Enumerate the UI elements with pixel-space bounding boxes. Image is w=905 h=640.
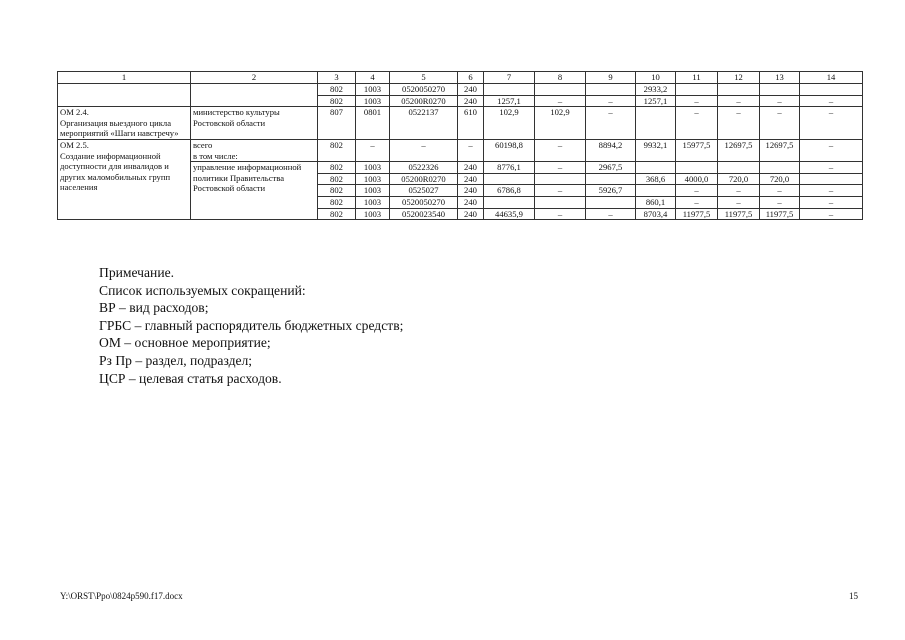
table-cell: 05200R0270 <box>390 95 458 107</box>
table-cell: 0520050270 <box>390 196 458 208</box>
table-row <box>58 107 863 140</box>
table-cell <box>586 196 636 208</box>
table-cell: – <box>718 107 760 140</box>
table-cell: 6786,8 <box>484 185 535 197</box>
table-cell: 11977,5 <box>760 208 800 220</box>
table-cell: – <box>800 95 863 107</box>
abbreviations-note <box>99 264 403 387</box>
table-cell <box>484 173 535 185</box>
table-cell: 0522326 <box>390 162 458 174</box>
table-cell: 1257,1 <box>636 95 676 107</box>
table-cell: 802 <box>318 162 356 174</box>
column-header: 1 <box>58 72 191 84</box>
table-cell: 11977,5 <box>676 208 718 220</box>
table-cell: – <box>676 107 718 140</box>
table-cell: 1003 <box>356 95 390 107</box>
om-2-5-grbs-sub: управление информационной политики Правительства Ростовской области <box>191 162 318 220</box>
table-cell: 9932,1 <box>636 139 676 161</box>
om-2-4-name: ОМ 2.4. Организация выездного цикла мероприятий «Шаги навстречу» <box>58 107 191 140</box>
table-cell: – <box>800 162 863 174</box>
table-cell <box>718 84 760 96</box>
column-header: 5 <box>390 72 458 84</box>
table-cell: 802 <box>318 173 356 185</box>
table-cell: – <box>586 208 636 220</box>
table-cell <box>58 84 191 107</box>
table-cell: – <box>458 139 484 161</box>
note-list-heading: Список используемых сокращений: <box>99 282 306 298</box>
note-grbs: ГРБС – главный распорядитель бюджетных средств; <box>99 317 404 333</box>
table-cell <box>718 162 760 174</box>
om-2-4-grbs: министерство культуры Ростовской области <box>191 107 318 140</box>
table-cell: 0520023540 <box>390 208 458 220</box>
table-cell: 0522137 <box>390 107 458 140</box>
column-header: 12 <box>718 72 760 84</box>
table-cell: 2967,5 <box>586 162 636 174</box>
table-cell: 1003 <box>356 208 390 220</box>
table-cell <box>760 162 800 174</box>
table-cell: 1003 <box>356 196 390 208</box>
table-cell: 8776,1 <box>484 162 535 174</box>
table-cell: – <box>800 139 863 161</box>
table-cell: – <box>760 95 800 107</box>
table-cell <box>760 84 800 96</box>
column-header: 9 <box>586 72 636 84</box>
column-header: 4 <box>356 72 390 84</box>
table-cell: – <box>718 95 760 107</box>
table-cell: 1003 <box>356 162 390 174</box>
table-cell: 2933,2 <box>636 84 676 96</box>
table-cell: 0801 <box>356 107 390 140</box>
table-cell <box>484 84 535 96</box>
table-row <box>58 139 863 161</box>
table-cell: – <box>676 196 718 208</box>
table-cell: 720,0 <box>718 173 760 185</box>
table-cell: – <box>535 208 586 220</box>
column-header: 7 <box>484 72 535 84</box>
table-cell <box>484 196 535 208</box>
table-cell: – <box>760 107 800 140</box>
column-header: 8 <box>535 72 586 84</box>
table-cell <box>676 84 718 96</box>
table-cell: 44635,9 <box>484 208 535 220</box>
table-cell: – <box>586 95 636 107</box>
table-cell: – <box>535 139 586 161</box>
table-cell: 4000,0 <box>676 173 718 185</box>
table-cell: 102,9 <box>484 107 535 140</box>
table-cell: 240 <box>458 95 484 107</box>
table-cell: 0520050270 <box>390 84 458 96</box>
table-cell <box>535 84 586 96</box>
footer-file-path: Y:\ORST\Ppo\0824p590.f17.docx <box>60 591 183 601</box>
table-cell: 1003 <box>356 185 390 197</box>
budget-table <box>57 71 863 220</box>
note-csr: ЦСР – целевая статья расходов. <box>99 370 282 386</box>
table-cell: 860,1 <box>636 196 676 208</box>
table-cell: – <box>390 139 458 161</box>
table-cell: 0525027 <box>390 185 458 197</box>
table-cell: 1003 <box>356 173 390 185</box>
table-cell: – <box>800 196 863 208</box>
table-cell: – <box>718 185 760 197</box>
table-cell: 11977,5 <box>718 208 760 220</box>
table-cell: 102,9 <box>535 107 586 140</box>
header-row <box>58 72 863 84</box>
table-cell: – <box>676 95 718 107</box>
footer-page-number: 15 <box>849 591 858 601</box>
table-cell: – <box>800 208 863 220</box>
column-header: 3 <box>318 72 356 84</box>
note-rzpr: Рз Пр – раздел, подраздел; <box>99 352 253 368</box>
note-vr: ВР – вид расходов; <box>99 300 209 316</box>
column-header: 2 <box>191 72 318 84</box>
table-cell: 05200R0270 <box>390 173 458 185</box>
table-cell: – <box>718 196 760 208</box>
table-cell: – <box>800 185 863 197</box>
table-cell: 368,6 <box>636 173 676 185</box>
table-cell: 5926,7 <box>586 185 636 197</box>
table-cell <box>636 185 676 197</box>
table-cell: 720,0 <box>760 173 800 185</box>
table-cell: 240 <box>458 162 484 174</box>
table-cell <box>586 173 636 185</box>
table-cell: 12697,5 <box>718 139 760 161</box>
column-header: 6 <box>458 72 484 84</box>
om-2-5-name: ОМ 2.5. Создание информационной доступности для инвалидов и других маломобильных групп населения <box>58 139 191 219</box>
note-om: ОМ – основное мероприятие; <box>99 335 271 351</box>
table-cell: 8894,2 <box>586 139 636 161</box>
table-cell: 240 <box>458 196 484 208</box>
column-header: 13 <box>760 72 800 84</box>
note-title: Примечание. <box>99 265 175 280</box>
table-cell: 610 <box>458 107 484 140</box>
table-cell <box>800 84 863 96</box>
table-cell: – <box>535 162 586 174</box>
table-cell <box>636 107 676 140</box>
table-cell: – <box>760 185 800 197</box>
table-cell: – <box>356 139 390 161</box>
table-cell: – <box>800 107 863 140</box>
table-cell <box>586 84 636 96</box>
table-cell: 1257,1 <box>484 95 535 107</box>
table-cell: – <box>535 95 586 107</box>
table-cell: 802 <box>318 84 356 96</box>
table-cell: 240 <box>458 173 484 185</box>
table-cell <box>535 196 586 208</box>
table-cell: 802 <box>318 196 356 208</box>
table-cell: 60198,8 <box>484 139 535 161</box>
table-cell <box>636 162 676 174</box>
table-cell: 240 <box>458 84 484 96</box>
table-cell: 240 <box>458 208 484 220</box>
table-cell: 802 <box>318 185 356 197</box>
column-header: 14 <box>800 72 863 84</box>
table-cell: 8703,4 <box>636 208 676 220</box>
table-cell <box>191 84 318 107</box>
column-header: 11 <box>676 72 718 84</box>
table-cell: 802 <box>318 208 356 220</box>
table-cell: 802 <box>318 95 356 107</box>
column-header: 10 <box>636 72 676 84</box>
table-cell: 15977,5 <box>676 139 718 161</box>
table-cell: 807 <box>318 107 356 140</box>
table-cell: – <box>760 196 800 208</box>
table-cell <box>535 173 586 185</box>
table-cell: – <box>586 107 636 140</box>
table-cell <box>800 173 863 185</box>
table-cell: 802 <box>318 139 356 161</box>
om-2-5-grbs-total: всего в том числе: <box>191 139 318 161</box>
table-cell: 240 <box>458 185 484 197</box>
table-row <box>58 84 863 96</box>
table-cell: – <box>535 185 586 197</box>
table-cell <box>676 162 718 174</box>
table-cell: – <box>676 185 718 197</box>
table-cell: 12697,5 <box>760 139 800 161</box>
table-cell: 1003 <box>356 84 390 96</box>
